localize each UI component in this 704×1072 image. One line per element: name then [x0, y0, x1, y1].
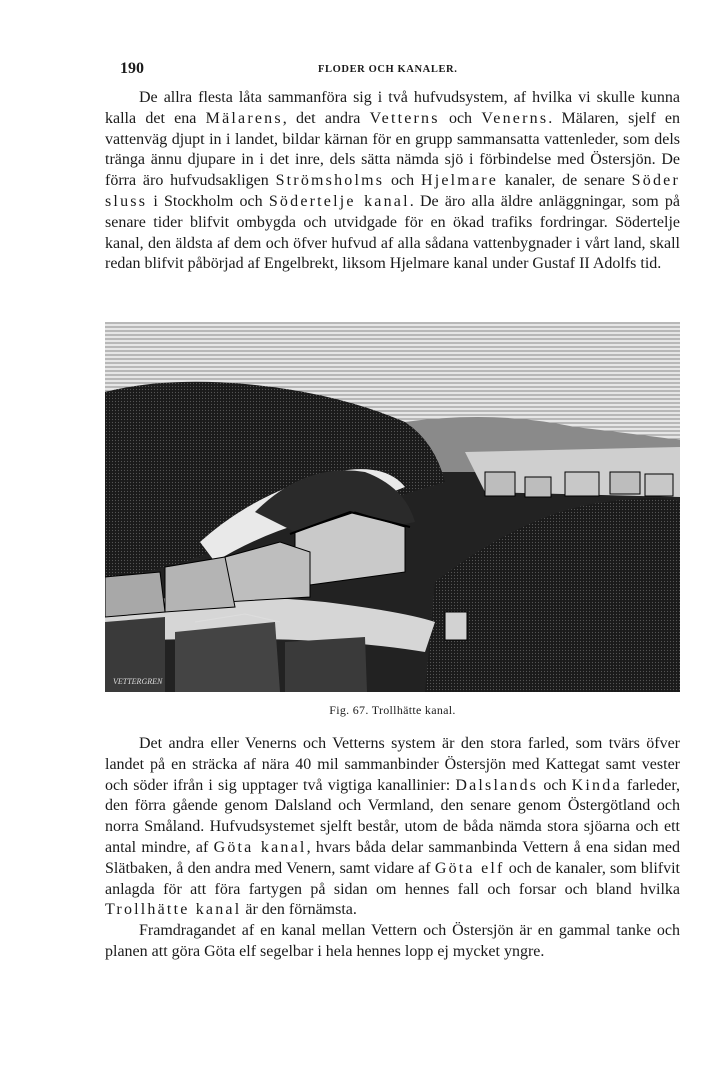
text-run: kanaler, de senare: [498, 172, 632, 190]
text-run: och: [384, 172, 421, 190]
figure-caption: Fig. 67. Trollhätte kanal.: [329, 703, 456, 717]
spaced-term: Trollhätte kanal: [105, 901, 242, 919]
spaced-term: Hjelmare: [420, 172, 499, 190]
text-run: Det andra eller Venerns och Vetterns system är den stora farled, som tvärs öfver landet på en sträcka af nära 40 mil sammanbinder Östersjön med Kattegat samt vester och söder ifrån i sig upptager två vigtiga kanallinier:: [105, 735, 680, 794]
spaced-term: Venerns: [481, 109, 549, 127]
text-run: . Mälaren, sjelf en vattenväg djupt in i landet, bildar kärnan för en grupp sammansatta vattenleder, som dels tränga ännu djupare in i det inre, dels sätta nämda sjö i förbindelse med Östersjön. De förra äro hufvudsakligen: [105, 109, 681, 190]
paragraph-3: [105, 921, 680, 963]
running-title: FLODER OCH KANALER.: [318, 64, 458, 75]
spaced-term: Strömsholms: [275, 172, 385, 190]
text-run: Framdragandet af en kanal mellan Vettern och Östersjön är en gammal tanke och planen att göra Göta elf segelbar i hela hennes lopp ej mycket yngre.: [105, 922, 680, 960]
bottom-text-block: [105, 734, 680, 963]
spaced-term: Göta elf: [434, 859, 505, 877]
spaced-term: Dalslands: [455, 776, 539, 794]
spaced-term: Söder sluss: [105, 172, 680, 210]
right-hillside: [425, 498, 680, 692]
text-run: i Stockholm och: [147, 192, 269, 210]
town-buildings: [485, 472, 673, 497]
text-run: och: [538, 776, 572, 794]
text-run: är den förnämsta.: [241, 901, 357, 919]
top-text-block: [105, 88, 680, 275]
engraver-signature: VETTERGREN: [113, 677, 163, 686]
text-run: farleder, den förra gående genom Dalsland och Vermland, den senare genom Östergötland och norra Småland. Hufvudsystemet sjelft består, utom de båda nämda stora sjöarna och ett antal mindre, af: [105, 776, 680, 856]
text-run: . De äro alla äldre anläggningar, som på senare tider blifvit ombygda och utvidgade för en ökad trafiks fordringar. Södertelje kanal, den äldsta af dem och öfver hufvud af alla sådana vattenbygnader i vårt land, skall redan blifvit påbörjad af Engelbrekt, liksom Hjelmare kanal under Gustaf II Adolfs tid.: [105, 192, 680, 273]
engraving-illustration: [105, 322, 680, 692]
spaced-term: Göta kanal: [213, 838, 307, 856]
spaced-term: Vetterns: [369, 109, 440, 127]
spaced-term: Södertelje kanal: [268, 192, 410, 210]
text-run: och: [439, 109, 482, 127]
text-run: och de kanaler, som blifvit anlagda för att föra fartygen på sidan om hennes fall och forsar och bland hvilka: [105, 859, 681, 898]
text-run: , det andra: [282, 109, 370, 127]
spaced-term: Kinda: [571, 776, 622, 794]
paragraph-2: [105, 734, 680, 921]
trollhatte-engraving: [105, 322, 680, 692]
paragraph-1: [105, 88, 680, 275]
spaced-term: Mälarens: [205, 109, 283, 127]
page-number: 190: [120, 60, 144, 77]
text-run: De allra flesta låta sammanföra sig i två hufvudsystem, af hvilka vi skulle kunna kalla det ena: [105, 89, 680, 127]
text-run: , hvars båda delar sammanbinda Vettern å ena sidan med Slätbaken, å den andra med Venern, samt vidare af: [105, 838, 681, 877]
